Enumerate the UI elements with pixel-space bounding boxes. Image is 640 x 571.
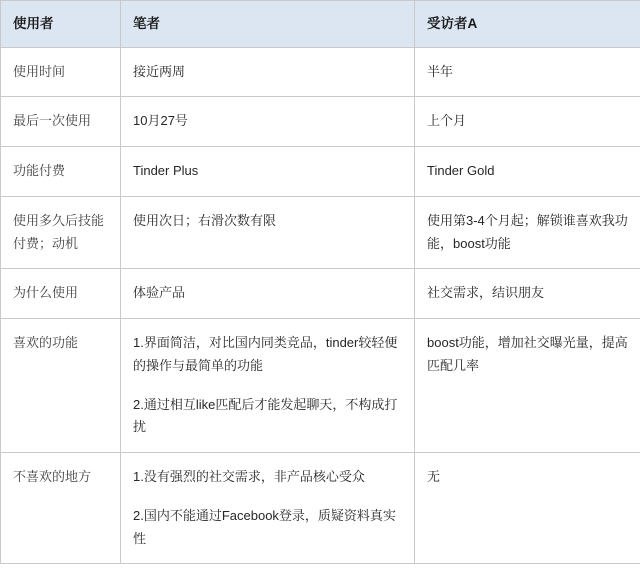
cell-text: 使用第3-4个月起；解锁谁喜欢我功能，boost功能 xyxy=(427,212,628,251)
table-body xyxy=(1,47,640,564)
row-value-author xyxy=(121,319,415,453)
row-value-author xyxy=(121,97,415,147)
row-value-author xyxy=(121,47,415,97)
cell-text: Tinder Gold xyxy=(427,163,495,179)
column-header-user: 使用者 xyxy=(1,1,121,48)
table-header-row xyxy=(1,1,640,48)
row-label: 功能付费 xyxy=(1,147,121,197)
table-row xyxy=(1,147,640,197)
row-label: 使用多久后技能付费；动机 xyxy=(1,196,121,269)
row-value-author xyxy=(121,453,415,564)
cell-text: 体验产品 xyxy=(133,285,186,301)
row-label: 喜欢的功能 xyxy=(1,319,121,453)
row-value-interviewee-a xyxy=(415,196,640,269)
table-row xyxy=(1,319,640,453)
cell-text: 无 xyxy=(427,469,441,485)
table-row xyxy=(1,47,640,97)
cell-text: 2.国内不能通过Facebook登录，质疑资料真实性 xyxy=(133,507,396,546)
row-value-interviewee-a xyxy=(415,319,640,453)
column-header-interviewee-a: 受访者A xyxy=(415,1,640,48)
row-value-interviewee-a xyxy=(415,47,640,97)
row-value-interviewee-a xyxy=(415,269,640,319)
cell-text: Tinder Plus xyxy=(133,163,199,179)
cell-text: 接近两周 xyxy=(133,63,186,79)
cell-text: 社交需求，结识朋友 xyxy=(427,285,545,301)
cell-text: 10月27号 xyxy=(133,113,188,129)
row-label: 不喜欢的地方 xyxy=(1,453,121,564)
row-label: 使用时间 xyxy=(1,47,121,97)
row-value-author xyxy=(121,269,415,319)
cell-text: 1.没有强烈的社交需求，非产品核心受众 xyxy=(133,469,365,485)
cell-text: 2.通过相互like匹配后才能发起聊天，不构成打扰 xyxy=(133,396,398,435)
cell-text: 使用次日；右滑次数有限 xyxy=(133,212,277,228)
cell-text: 1.界面简洁，对比国内同类竞品，tinder较轻便的操作与最简单的功能 xyxy=(133,335,398,373)
table-row xyxy=(1,196,640,269)
row-label: 最后一次使用 xyxy=(1,97,121,147)
cell-text: boost功能，增加社交曝光量，提高匹配几率 xyxy=(427,335,628,373)
table-header xyxy=(1,1,640,48)
row-label: 为什么使用 xyxy=(1,269,121,319)
row-value-interviewee-a xyxy=(415,453,640,564)
row-value-author xyxy=(121,196,415,269)
table-row xyxy=(1,269,640,319)
row-value-author xyxy=(121,147,415,197)
cell-text: 半年 xyxy=(427,63,454,79)
row-value-interviewee-a xyxy=(415,147,640,197)
row-value-interviewee-a xyxy=(415,97,640,147)
cell-text: 上个月 xyxy=(427,113,467,129)
table-row xyxy=(1,97,640,147)
table-row xyxy=(1,453,640,564)
column-header-author: 笔者 xyxy=(121,1,415,48)
